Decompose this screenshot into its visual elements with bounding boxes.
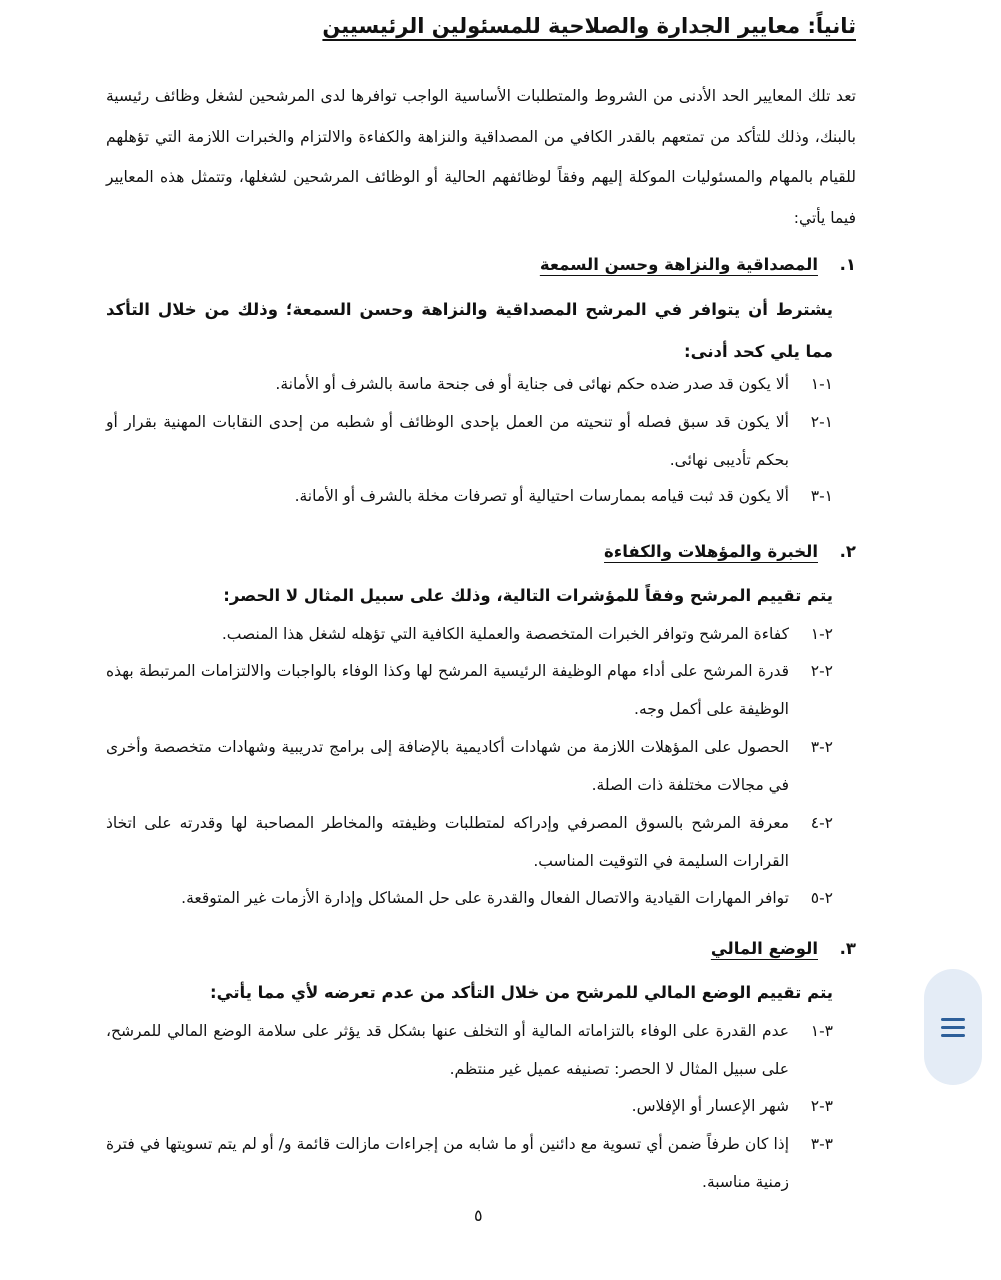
item-number: ٣-٢ xyxy=(810,1097,833,1115)
list-item xyxy=(106,615,833,653)
page-title: ثانياً: معايير الجدارة والصلاحية للمسئولين الرئيسيين xyxy=(322,14,856,38)
menu-button[interactable] xyxy=(924,969,982,1085)
item-number: ٣-١ xyxy=(810,1022,833,1040)
item-number: ٢-١ xyxy=(810,625,833,643)
item-number: ٢-٥ xyxy=(810,889,833,907)
item-text: عدم القدرة على الوفاء بالتزاماته المالية أو التخلف عنها بشكل قد يؤثر على سلامة الوضع المالي للمرشح، على سبيل المثال لا الحصر: تصنيفه عميل غير منتظم. xyxy=(106,1022,789,1078)
section-number: ٢. xyxy=(839,542,856,561)
list-item xyxy=(106,1125,833,1201)
section-heading-1 xyxy=(540,255,856,274)
section-title: الوضع المالي xyxy=(710,939,818,958)
list-item xyxy=(106,477,833,515)
list-item xyxy=(106,365,833,403)
item-number: ١-١ xyxy=(810,375,833,393)
item-text: شهر الإعسار أو الإفلاس. xyxy=(631,1097,789,1115)
list-item xyxy=(106,804,833,880)
menu-icon xyxy=(941,1013,965,1042)
section-lead-3: يتم تقييم الوضع المالي للمرشح من خلال التأكد من عدم تعرضه لأي مما يأتي: xyxy=(210,983,833,1002)
item-number: ٢-٤ xyxy=(810,814,833,832)
item-text: ألا يكون قد ثبت قيامه بممارسات احتيالية أو تصرفات مخلة بالشرف أو الأمانة. xyxy=(294,487,789,505)
item-text: كفاءة المرشح وتوافر الخبرات المتخصصة والعملية الكافية التي تؤهله لشغل هذا المنصب. xyxy=(221,625,789,643)
item-number: ١-٢ xyxy=(810,413,833,431)
list-item xyxy=(106,403,833,479)
list-item xyxy=(106,879,833,917)
item-number: ٢-٢ xyxy=(810,662,833,680)
section-title: الخبرة والمؤهلات والكفاءة xyxy=(604,542,818,561)
item-text: قدرة المرشح على أداء مهام الوظيفة الرئيسية المرشح لها وكذا الوفاء بالواجبات والالتزامات المرتبطة بهذه الوظيفة على أكمل وجه. xyxy=(106,662,789,718)
item-number: ٣-٣ xyxy=(810,1135,833,1153)
section-heading-2 xyxy=(604,542,856,561)
section-number: ١. xyxy=(839,255,856,274)
list-item xyxy=(106,1012,833,1088)
item-text: الحصول على المؤهلات اللازمة من شهادات أكاديمية بالإضافة إلى برامج تدريبية وشهادات متخصصة وأخرى في مجالات مختلفة ذات الصلة. xyxy=(106,738,789,794)
section-lead-2: يتم تقييم المرشح وفقاً للمؤشرات التالية، وذلك على سبيل المثال لا الحصر: xyxy=(223,586,833,605)
item-text: ألا يكون قد صدر ضده حكم نهائى فى جناية أو فى جنحة ماسة بالشرف أو الأمانة. xyxy=(275,375,789,393)
section-lead-1: يشترط أن يتوافر في المرشح المصداقية والنزاهة وحسن السمعة؛ وذلك من خلال التأكد مما يلي كحد أدنى: xyxy=(106,300,833,361)
list-item xyxy=(106,1087,833,1125)
section-number: ٣. xyxy=(839,939,856,958)
item-text: توافر المهارات القيادية والاتصال الفعال والقدرة على حل المشاكل وإدارة الأزمات غير المتوقعة. xyxy=(181,889,789,907)
list-item xyxy=(106,728,833,804)
page-number: ٥ xyxy=(474,1206,483,1225)
item-text: إذا كان طرفاً ضمن أي تسوية مع دائنين أو ما شابه من إجراءات مازالت قائمة و/ أو لم يتم تسويتها في فترة زمنية مناسبة. xyxy=(106,1135,789,1191)
item-number: ١-٣ xyxy=(810,487,833,505)
list-item xyxy=(106,652,833,728)
intro-paragraph: تعد تلك المعايير الحد الأدنى من الشروط والمتطلبات الأساسية الواجب توافرها لدى المرشحين لشغل وظائف رئيسية بالبنك، وذلك للتأكد من تمتعهم بالقدر الكافي من المصداقية والنزاهة والكفاءة والالتزام والخبرات اللازمة التي تؤهلهم للقيام بالمهام والمسئوليات الموكلة إليهم وفقاً لوظائفهم الحالية أو الوظائف المرشحين لشغلها، وتتمثل هذه المعايير فيما يأتي: xyxy=(106,87,856,227)
item-text: ألا يكون قد سبق فصله أو تنحيته من العمل بإحدى الوظائف أو شطبه من إحدى النقابات المهنية بقرار أو بحكم تأديبى نهائى. xyxy=(106,413,789,469)
section-title: المصداقية والنزاهة وحسن السمعة xyxy=(539,255,818,274)
item-number: ٢-٣ xyxy=(810,738,833,756)
item-text: معرفة المرشح بالسوق المصرفي وإدراكه لمتطلبات وظيفته والمخاطر المصاحبة لها وقدرته على اتخاذ القرارات السليمة في التوقيت المناسب. xyxy=(106,814,789,870)
section-heading-3 xyxy=(711,939,856,958)
